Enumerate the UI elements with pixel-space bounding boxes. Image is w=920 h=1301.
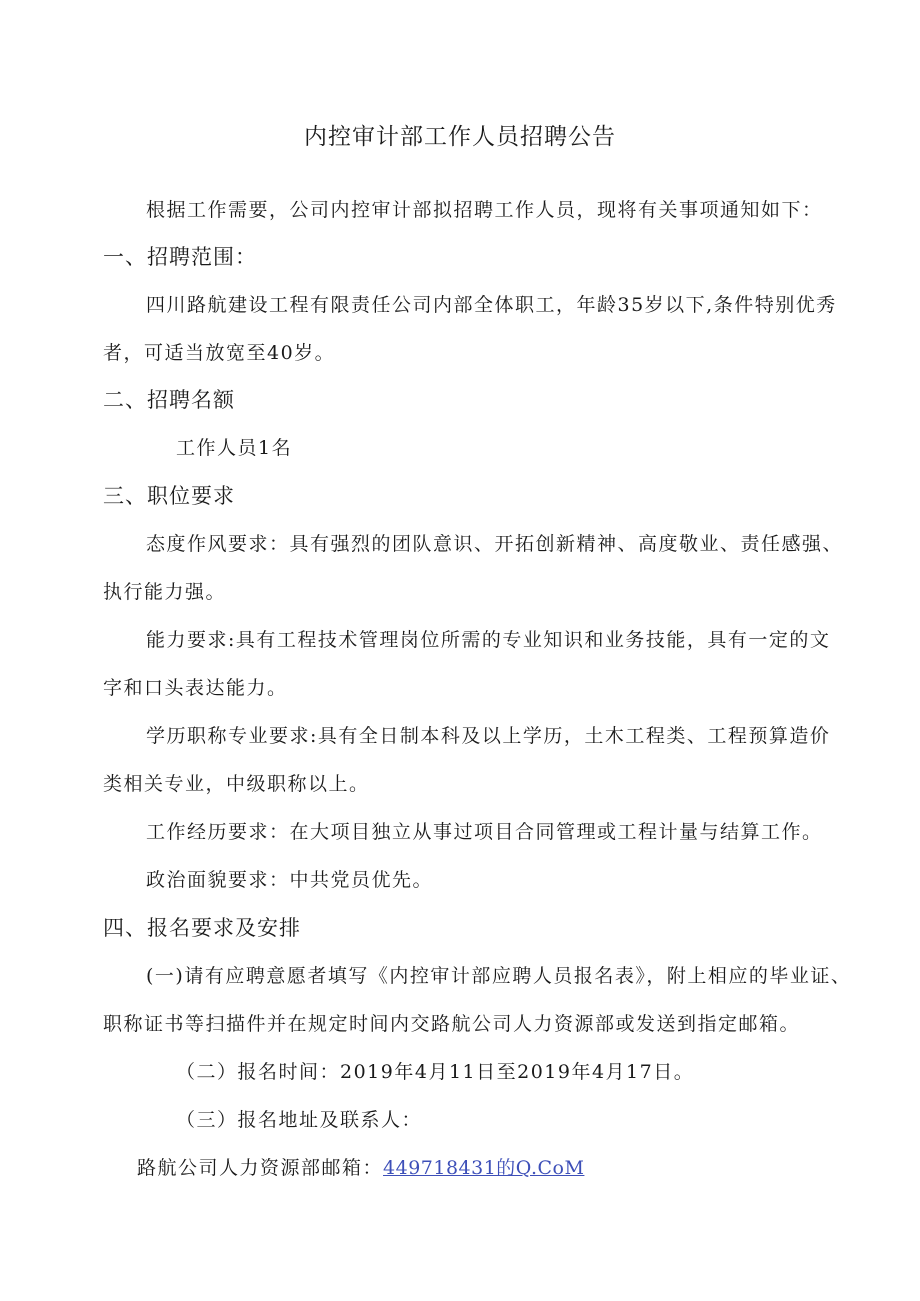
registration-address-line: （三）报名地址及联系人： <box>176 1109 423 1131</box>
section-2-heading: 二、招聘名额 <box>103 388 235 412</box>
education-requirement-line-2: 类相关专业，中级职称以上。 <box>103 773 370 795</box>
ability-requirement-line-2: 字和口头表达能力。 <box>103 677 288 699</box>
email-row <box>137 1156 584 1180</box>
education-requirement-line-1: 学历职称专业要求:具有全日制本科及以上学历，土木工程类、工程预算造价 <box>146 725 831 747</box>
section-1-text-line-2: 者，可适当放宽至40岁。 <box>103 342 336 364</box>
attitude-requirement-line-1: 态度作风要求：具有强烈的团队意识、开拓创新精神、高度敬业、责任感强、 <box>146 533 844 555</box>
intro-paragraph: 根据工作需要，公司内控审计部拟招聘工作人员，现将有关事项通知如下： <box>146 199 823 221</box>
political-requirement-line: 政治面貌要求：中共党员优先。 <box>146 869 434 891</box>
experience-requirement-line: 工作经历要求：在大项目独立从事过项目合同管理或工程计量与结算工作。 <box>146 821 823 843</box>
email-label: 路航公司人力资源部邮箱： <box>137 1157 384 1179</box>
email-link[interactable]: 449718431的Q.CoM <box>383 1157 585 1179</box>
section-1-text-line-1: 四川路航建设工程有限责任公司内部全体职工，年龄35岁以下,条件特别优秀 <box>146 294 837 316</box>
attitude-requirement-line-2: 执行能力强。 <box>103 581 227 603</box>
registration-time-line: （二）报名时间：2019年4月11日至2019年4月17日。 <box>176 1061 695 1083</box>
section-1-heading: 一、招聘范围： <box>103 245 257 269</box>
section-2-text-line-1: 工作人员1名 <box>176 437 293 459</box>
registration-item-1-line-1: (一)请有应聘意愿者填写《内控审计部应聘人员报名表》，附上相应的毕业证、 <box>146 965 852 987</box>
document-title: 内控审计部工作人员招聘公告 <box>304 124 616 150</box>
ability-requirement-line-1: 能力要求:具有工程技术管理岗位所需的专业知识和业务技能，具有一定的文 <box>146 629 831 651</box>
section-3-heading: 三、职位要求 <box>103 484 235 508</box>
registration-item-1-line-2: 职称证书等扫描件并在规定时间内交路航公司人力资源部或发送到指定邮箱。 <box>103 1013 801 1035</box>
section-4-heading: 四、报名要求及安排 <box>103 916 301 940</box>
